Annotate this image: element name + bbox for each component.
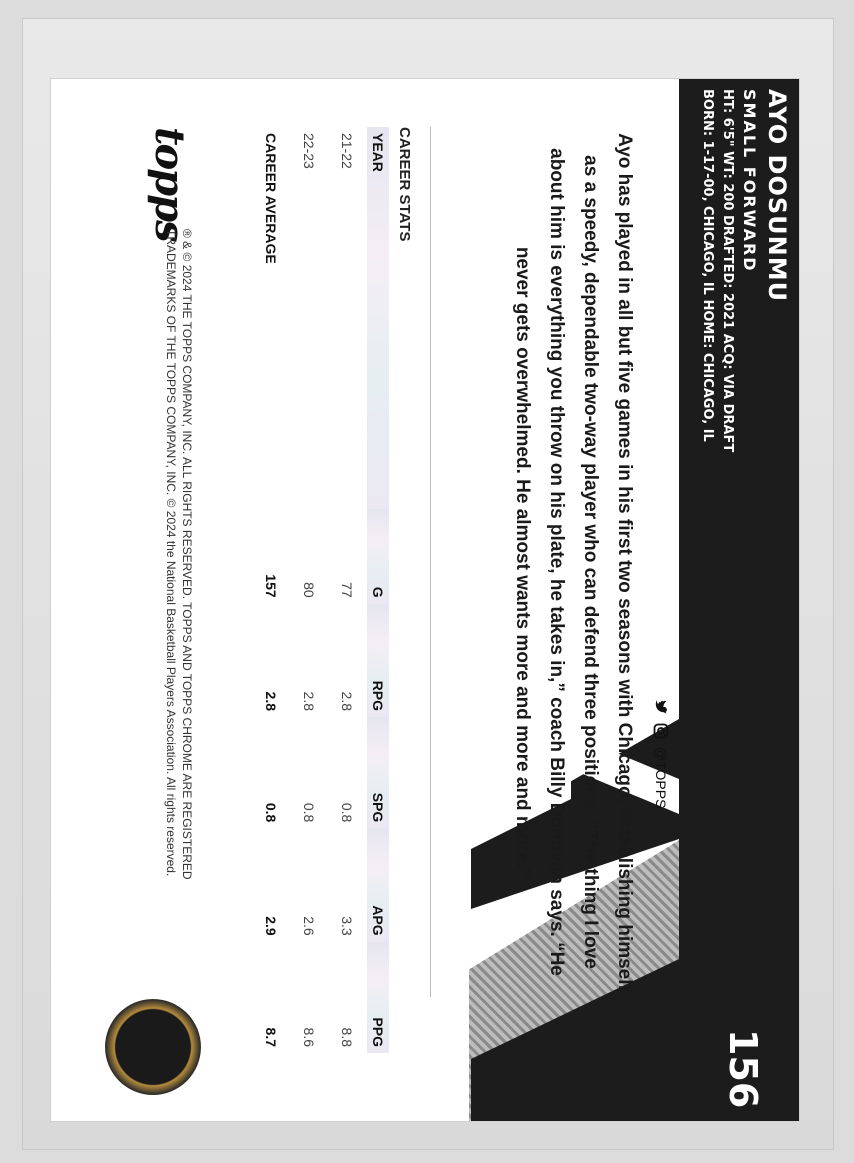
career-average-row — [253, 127, 291, 1053]
column-header: APG — [367, 828, 389, 941]
copyright-line-1: ® & © 2024 THE TOPPS COMPANY, INC. ALL RIGHTS RESERVED. TOPPS AND TOPPS CHROME ARE REGISTERED — [180, 229, 194, 880]
player-bio-text: Ayo has played in all but five games in his first two seasons with Chicago, establishing himself as a speedy, dependable two-way player who can defend three positions. “The thing I love about him is everything you throw on his plate, he takes in,” coach Billy Donovan says. “He never gets overwhelmed. He almost wants more and more and more.” — [512, 133, 635, 991]
table-row — [329, 127, 367, 1053]
column-header: SPG — [367, 717, 389, 828]
player-name: AYO DOSUNMU — [763, 89, 791, 303]
table-row — [291, 127, 329, 1053]
social-handle: @TOPPS — [653, 747, 669, 809]
nbpa-seal-icon — [105, 999, 201, 1095]
stat-cell: 2.9 — [263, 916, 279, 936]
player-bio-line-2: BORN: 1-17-00, CHICAGO, IL HOME: CHICAGO, IL — [700, 89, 715, 442]
stat-cell: 8.7 — [263, 1027, 279, 1047]
twitter-icon — [653, 699, 669, 715]
social-links — [653, 699, 669, 808]
stat-cell: 21-22 — [339, 133, 355, 169]
stat-cell: 2.8 — [263, 691, 279, 711]
column-header: YEAR — [367, 127, 389, 509]
stat-cell: 77 — [339, 582, 355, 598]
player-bio-line-1: HT: 6'5" WT: 200 DRAFTED: 2021 ACQ: VIA DRAFT — [720, 89, 735, 453]
career-stats-table — [253, 127, 389, 1053]
column-header: PPG — [367, 942, 389, 1053]
card-number: 156 — [721, 1029, 765, 1109]
stat-cell: 2.8 — [301, 691, 317, 711]
copyright-line-2: TRADEMARKS OF THE TOPPS COMPANY, INC. © 2024 the National Basketball Players Association. All rights reserved. — [164, 229, 178, 877]
stat-cell: 0.8 — [263, 802, 279, 823]
stat-cell: 2.8 — [339, 691, 355, 711]
stat-cell: 8.8 — [339, 1027, 355, 1047]
stat-cell: 8.6 — [301, 1027, 317, 1047]
column-header: G — [367, 509, 389, 604]
stat-cell: CAREER AVERAGE — [263, 133, 279, 264]
copyright-text — [163, 229, 195, 949]
card-back-content — [51, 79, 800, 1122]
stats-title: CAREER STATS — [396, 127, 413, 242]
stat-cell: 80 — [301, 582, 317, 598]
column-header: RPG — [367, 604, 389, 717]
stat-cell: 3.3 — [339, 916, 355, 936]
stat-cell: 157 — [263, 574, 279, 598]
stat-cell: 0.8 — [339, 802, 355, 823]
stat-cell: 0.8 — [301, 802, 317, 823]
trading-card — [50, 78, 800, 1122]
stat-cell: 22-23 — [301, 133, 317, 169]
stat-cell: 2.6 — [301, 916, 317, 936]
player-position: SMALL FORWARD — [740, 89, 759, 273]
stats-header-row — [367, 127, 389, 1053]
instagram-icon — [653, 723, 669, 739]
section-divider — [430, 127, 431, 997]
topps-logo: topps — [146, 127, 193, 241]
